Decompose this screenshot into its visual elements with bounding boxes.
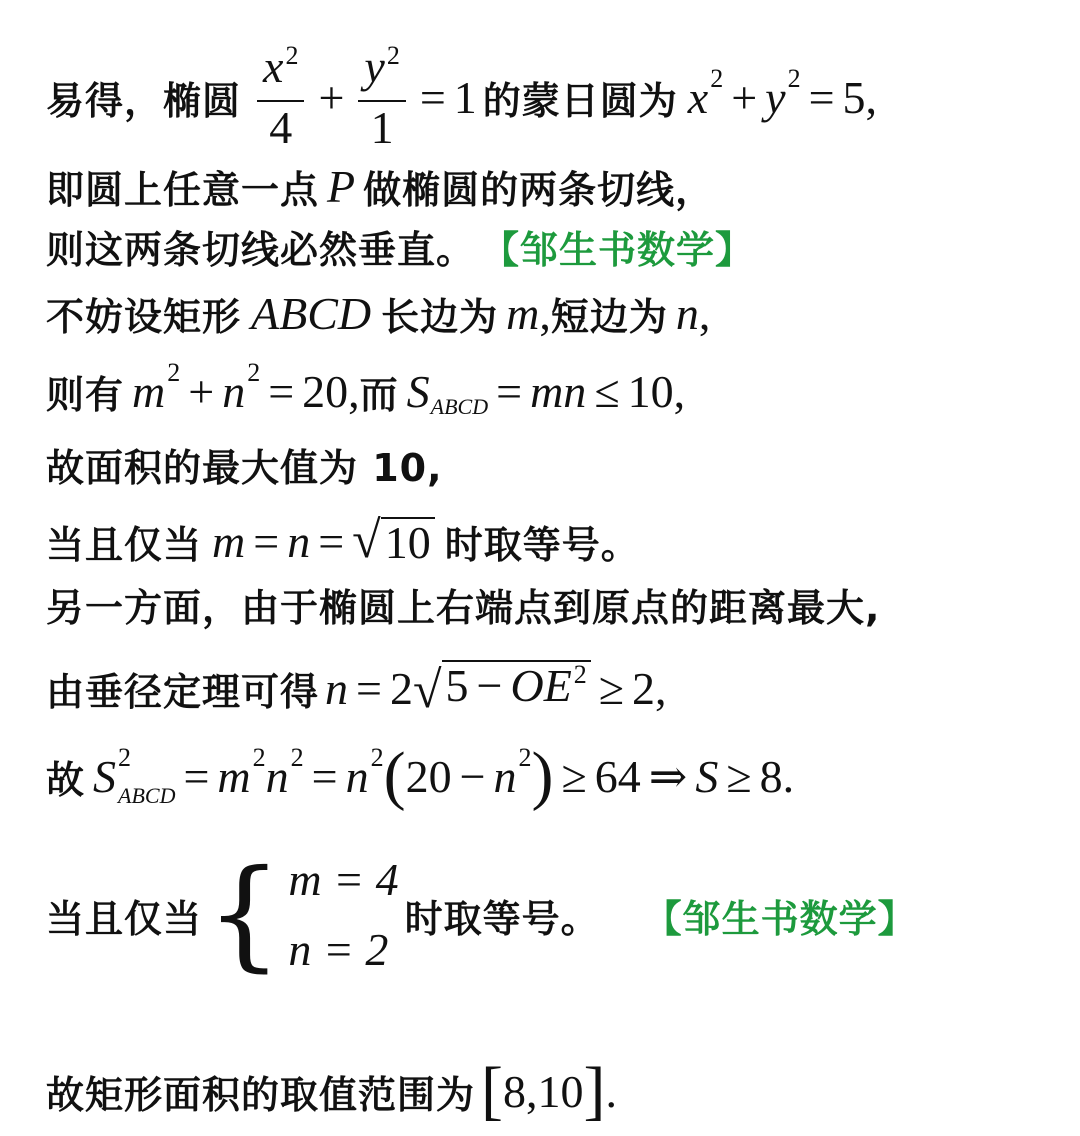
fraction-x: $\frac{x^2}{4}$ <box>257 41 304 154</box>
line-7-a: 当且仅当 <box>46 522 203 567</box>
line-10-a: 故 <box>46 757 86 802</box>
area-range: [ 8,10 ] . <box>481 1054 617 1127</box>
line-8 <box>46 574 880 634</box>
line-5 <box>46 356 685 426</box>
line-7 <box>46 506 640 576</box>
area-lower-bound: S 2 ABCD = m 2 n 2 = n 2 ( 20 − n 2 ) ≥ 64 ⇒ S ≥ 8 . <box>93 739 795 812</box>
ellipse-equation: $\frac{x^2}{4}$ + $\frac{y^2}{1}$ = 1 <box>251 41 477 154</box>
line-6-a: 故面积的最大值为 10, <box>46 445 443 490</box>
line-9 <box>46 652 667 724</box>
case-m: m = 4 <box>288 854 399 905</box>
line-11-a: 当且仅当 <box>46 896 203 941</box>
line-11 <box>46 840 917 990</box>
line-12 <box>46 1056 617 1126</box>
line-4-c: 短边为 <box>550 294 668 339</box>
var-m: m <box>506 287 540 339</box>
line-1 <box>46 42 877 152</box>
case-n: n = 2 <box>288 924 389 975</box>
area-upper-bound: S ABCD = mn ≤ 10 , <box>406 365 686 419</box>
line-11-b: 时取等号。 <box>404 896 600 941</box>
line-8-a: 另一方面，由于椭圆上右端点到原点的距离最大, <box>46 585 881 630</box>
var-n: n <box>675 287 699 339</box>
watermark-tag-1: 【邹生书数学】 <box>481 227 755 272</box>
line-2-b: 做椭圆的两条切线， <box>363 167 715 212</box>
line-2-a: 即圆上任意一点 <box>46 167 320 212</box>
left-brace: { <box>206 845 283 984</box>
line-4: 不妨设矩形 ABCD 长边为 m , 短边为 n , <box>46 287 711 339</box>
chord-length-bound: n = 2 √ $5 - OE^2$ ≥ 2 , <box>325 659 667 719</box>
sqrt-expression: √ $5 - OE^2$ <box>413 660 591 717</box>
line-3 <box>46 216 754 276</box>
line-4-b: 长边为 <box>381 294 499 339</box>
monge-circle-equation: x 2 + y 2 = 5 , <box>687 64 878 123</box>
line-7-b: 时取等号。 <box>444 522 640 567</box>
line-6 <box>46 434 443 494</box>
rect-label: ABCD <box>251 287 372 339</box>
case-system <box>202 845 399 985</box>
point-p: P <box>327 160 356 212</box>
line-12-a: 故矩形面积的取值范围为 <box>46 1072 476 1117</box>
fraction-y: $\frac{y^2}{1}$ <box>358 41 405 154</box>
line-2 <box>46 156 714 216</box>
line-10 <box>46 738 794 814</box>
equality-condition-1: m = n = √ 10 <box>212 515 435 568</box>
line-4-a: 不妨设矩形 <box>46 294 242 339</box>
line-5-a: 则有 <box>46 372 125 417</box>
line-9-a: 由垂径定理可得 <box>46 669 320 714</box>
line-5-b: 而 <box>359 372 399 417</box>
line-1-text: 易得，椭圆 <box>46 78 242 123</box>
line-3-a: 则这两条切线必然垂直。 <box>46 227 476 272</box>
watermark-tag-2: 【邹生书数学】 <box>643 896 917 941</box>
sqrt-10: √ 10 <box>352 515 435 567</box>
sum-of-squares: m 2 + n 2 = 20 , <box>132 358 360 417</box>
line-1-mid: 的蒙日圆为 <box>482 78 678 123</box>
